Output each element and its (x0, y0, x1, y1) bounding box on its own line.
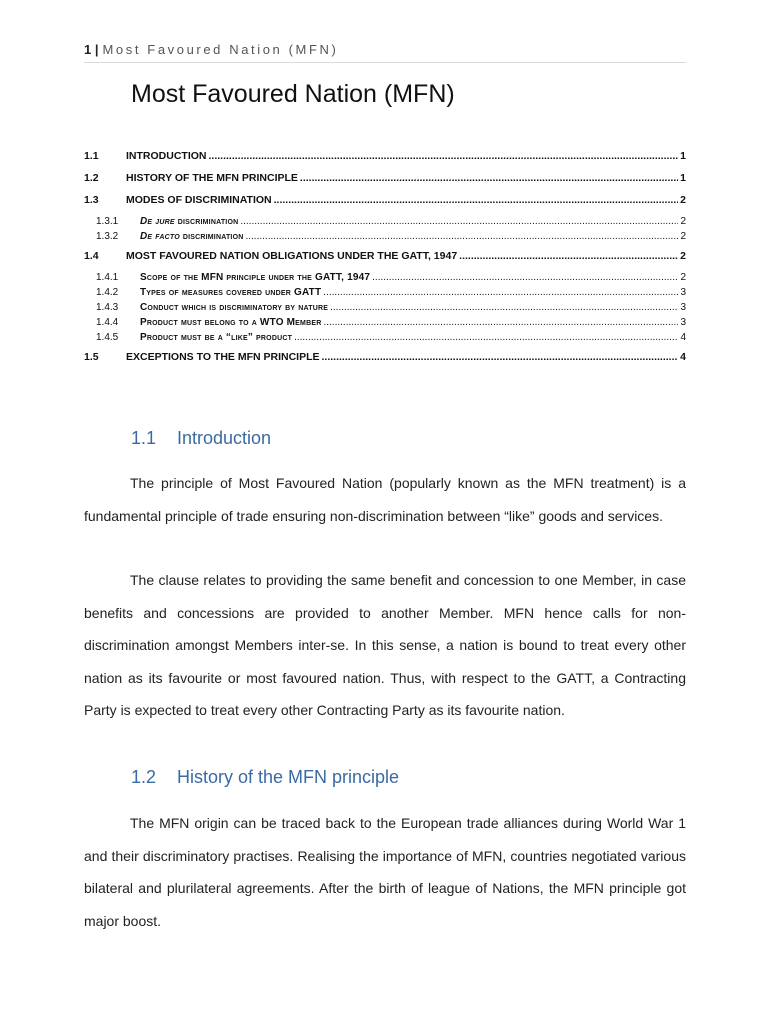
toc-entry-1-4-3[interactable]: 1.4.3 Conduct which is discriminatory by nature ..... 3 (84, 302, 686, 317)
toc-leader (323, 317, 678, 328)
toc-entry-1-4-5[interactable]: 1.4.5 Product must be a “like” product ..... 4 (84, 332, 686, 347)
document-title: Most Favoured Nation (MFN) (131, 80, 455, 108)
header-running-title: Most Favoured Nation (MFN) (102, 42, 339, 57)
section-heading-history: 1.2 History of the MFN principle (131, 767, 400, 787)
toc-leader (245, 231, 678, 242)
toc-entry-1-1[interactable]: 1.1 INTRODUCTION ..... 1 (84, 150, 686, 172)
toc-leader (459, 250, 678, 262)
table-of-contents (84, 150, 686, 373)
toc-entry-1-5[interactable]: 1.5 EXCEPTIONS TO THE MFN PRINCIPLE ..... 4 (84, 351, 686, 373)
toc-entry-1-3-2[interactable]: 1.3.2 De facto discrimination ..... 2 (84, 231, 686, 246)
toc-leader (300, 172, 678, 184)
toc-entry-1-2[interactable]: 1.2 HISTORY OF THE MFN PRINCIPLE ..... 1 (84, 172, 686, 194)
history-paragraph-1: The MFN origin can be traced back to the European trade alliances during World War 1 and their discriminatory practises. Realising the importance of MFN, countries negotiated various bilateral and plurilateral agreements. After the birth of league of Nations, the MFN principle got major boost. (84, 815, 686, 929)
toc-entry-1-4[interactable]: 1.4 MOST FAVOURED NATION OBLIGATIONS UNDER THE GATT, 1947 ..... 2 (84, 250, 686, 272)
intro-paragraph-2: The clause relates to providing the same benefit and concession to one Member, in case benefits and concessions are provided to another Member. MFN hence calls for non-discrimination amongst Members inter-se. In this sense, a nation is bound to treat every other nation as its favourite or most favoured nation. Thus, with respect to the GATT, a Contracting Party is expected to treat every other Contracting Party as its favourite nation. (84, 572, 686, 718)
toc-entry-1-4-4[interactable]: 1.4.4 Product must belong to a WTO Member ..... 3 (84, 317, 686, 332)
header-page-number: 1 | (84, 42, 99, 57)
toc-leader (294, 332, 678, 343)
toc-entry-1-4-1[interactable]: 1.4.1 Scope of the MFN principle under the GATT, 1947 ..... 2 (84, 272, 686, 287)
toc-leader (372, 272, 678, 283)
toc-leader (274, 194, 679, 206)
toc-leader (323, 287, 678, 298)
page-header (84, 42, 686, 63)
toc-entry-1-3[interactable]: 1.3 MODES OF DISCRIMINATION ..... 2 (84, 194, 686, 216)
toc-entry-1-4-2[interactable]: 1.4.2 Types of measures covered under GATT ..... 3 (84, 287, 686, 302)
toc-entry-1-3-1[interactable]: 1.3.1 De jure discrimination ..... 2 (84, 216, 686, 231)
section-heading-introduction: 1.1 Introduction (131, 428, 272, 448)
intro-paragraph-1: The principle of Most Favoured Nation (popularly known as the MFN treatment) is a fundamental principle of trade ensuring non-discrimination between “like” goods and services. (84, 475, 686, 524)
toc-leader (322, 351, 679, 363)
toc-leader (330, 302, 678, 313)
toc-leader (209, 150, 679, 162)
toc-leader (240, 216, 678, 227)
